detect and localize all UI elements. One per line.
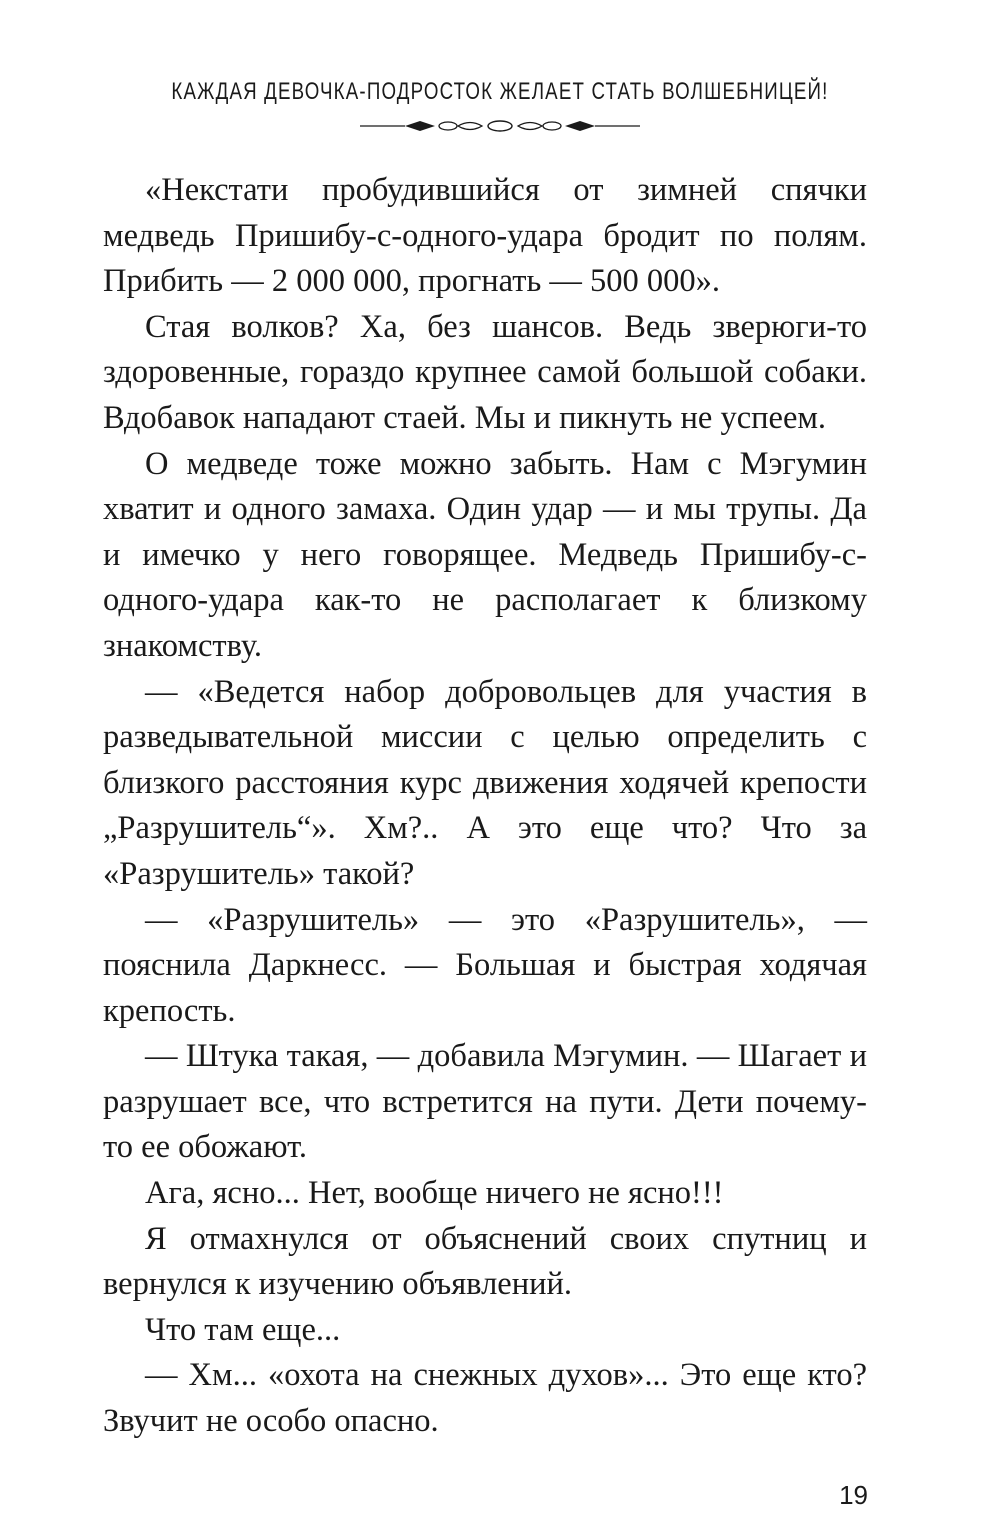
page-number: 19 bbox=[839, 1480, 868, 1510]
paragraph: — Штука такая, — добавила Мэгумин. — Шагает и разрушает все, что встретится на пути. Дети почему-то ее обожают. bbox=[103, 1038, 867, 1166]
paragraph: О медведе тоже можно забыть. Нам с Мэгумин хватит и одного замаха. Один удар — и мы трупы. Да и имечко у него говорящее. Медведь Пришибу-с-одного-удара как-то не располагает к близкому знакомству. bbox=[103, 445, 867, 664]
body-text bbox=[103, 168, 867, 1445]
paragraph: «Некстати пробудившийся от зимней спячки медведь Пришибу-с-одного-удара бродит по полям. Прибить — 2 000 000, прогнать — 500 000». bbox=[103, 172, 867, 300]
running-header: КАЖДАЯ ДЕВОЧКА-ПОДРОСТОК ЖЕЛАЕТ СТАТЬ ВОЛШЕБНИЦЕЙ! bbox=[171, 78, 829, 105]
paragraph: Стая волков? Ха, без шансов. Ведь зверюги-то здоровенные, гораздо крупнее самой большой собаки. Вдобавок нападают стаей. Мы и пикнуть не успеем. bbox=[103, 308, 867, 436]
paragraph: — «Ведется набор добровольцев для участия в разведывательной миссии с целью определить с близкого расстояния курс движения ходячей крепости „Разрушитель“». Хм?.. А это еще что? Что за «Разрушитель» такой? bbox=[103, 673, 867, 892]
paragraph: Что там еще... bbox=[145, 1311, 341, 1348]
paragraph: — Хм... «охота на снежных духов»... Это еще кто? Звучит не особо опасно. bbox=[103, 1357, 867, 1440]
paragraph: Ага, ясно... Нет, вообще ничего не ясно!!! bbox=[145, 1175, 724, 1212]
paragraph: Я отмахнулся от объяснений своих спутниц и вернулся к изучению объявлений. bbox=[103, 1220, 867, 1303]
paragraph: — «Разрушитель» — это «Разрушитель», — пояснила Даркнесс. — Большая и быстрая ходячая крепость. bbox=[103, 901, 867, 1029]
scroll-ornament-icon bbox=[360, 116, 640, 136]
